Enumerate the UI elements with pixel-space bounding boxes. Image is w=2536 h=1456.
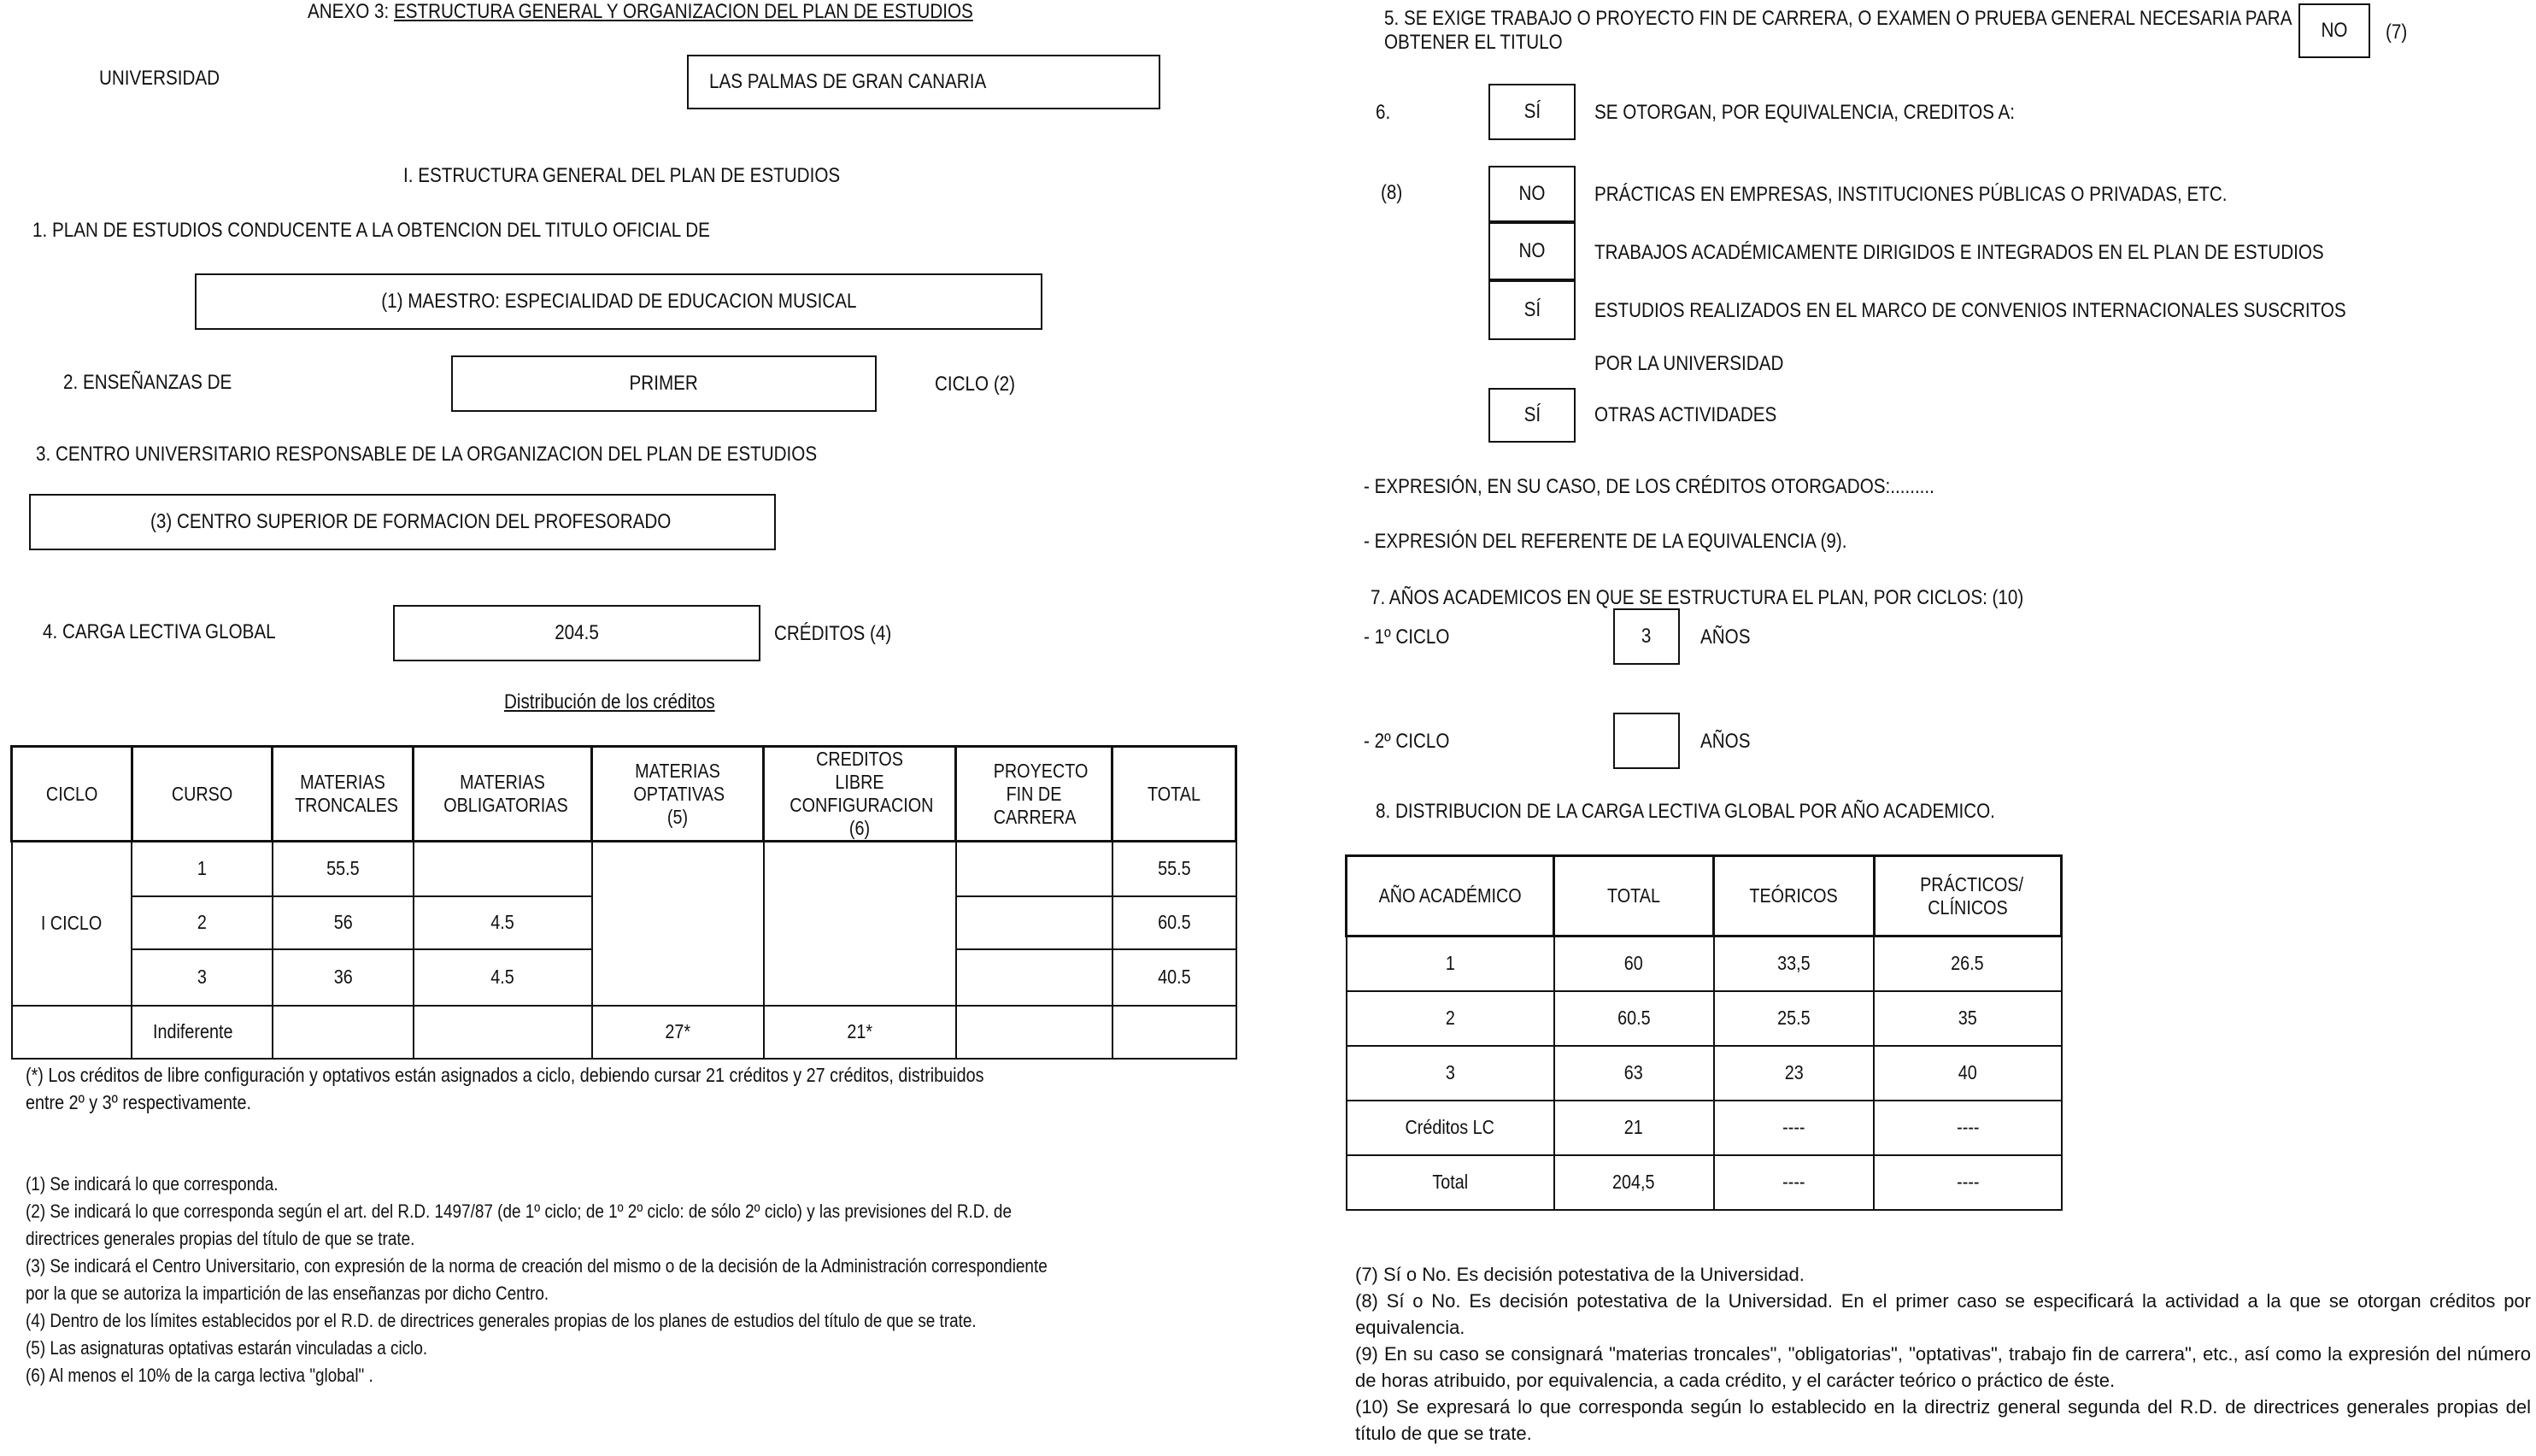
total-cell: 60 <box>1554 936 1714 991</box>
centro-value: (3) CENTRO SUPERIOR DE FORMACION DEL PROFESORADO <box>150 510 672 533</box>
footnote-6: (6) Al menos el 10% de la carga lectiva "global" . <box>26 1365 373 1386</box>
credits-table <box>10 745 1237 1060</box>
footnote-2-cont: directrices generales propias del título de que se trate. <box>26 1228 415 1249</box>
teoricos-cell: 33,5 <box>1714 936 1874 991</box>
teoricos-cell: 23 <box>1714 1046 1874 1101</box>
universidad-value: LAS PALMAS DE GRAN CANARIA <box>709 70 987 93</box>
item5-line1: 5. SE EXIGE TRABAJO O PROYECTO FIN DE CARRERA, O EXAMEN O PRUEBA GENERAL NECESARIA PARA <box>1384 7 2292 30</box>
item4-label: 4. CARGA LECTIVA GLOBAL <box>43 620 276 643</box>
annex-heading <box>308 0 973 24</box>
header-ano: AÑO ACADÉMICO <box>1347 856 1554 936</box>
header-ciclo: CICLO <box>12 747 132 842</box>
obligatorias-cell: 4.5 <box>414 949 592 1006</box>
total-cell: 21 <box>1554 1101 1714 1155</box>
libre-cell: 21* <box>764 1006 956 1059</box>
titulo-value: (1) MAESTRO: ESPECIALIDAD DE EDUCACION MUSICAL <box>380 290 857 313</box>
ensenanzas-value: PRIMER <box>629 372 699 395</box>
equiv-text-convenios-cont: POR LA UNIVERSIDAD <box>1594 352 1784 375</box>
item2-label: 2. ENSEÑANZAS DE <box>63 371 232 394</box>
total-cell: 60.5 <box>1112 896 1236 949</box>
header-practicos: PRÁCTICOS/ CLÍNICOS <box>1874 856 2061 936</box>
item4-suffix: CRÉDITOS (4) <box>774 622 892 645</box>
header-proyecto: PROYECTO FIN DE CARRERA <box>956 747 1112 842</box>
header-libre: CREDITOS LIBRE CONFIGURACION (6) <box>764 747 956 842</box>
item5-note: (7) <box>2386 21 2408 44</box>
footnote-3: (3) Se indicará el Centro Universitario, con expresión de la norma de creación del mismo o de la decisión de la Administración correspondiente <box>26 1255 1048 1277</box>
ano-cell: 2 <box>1347 991 1554 1046</box>
ciclo-cell <box>12 1006 132 1059</box>
total-cell: 63 <box>1554 1046 1714 1101</box>
annex-prefix: ANEXO 3: <box>308 0 390 23</box>
obligatorias-cell <box>414 1006 592 1059</box>
header-optativas: MATERIAS OPTATIVAS (5) <box>592 747 764 842</box>
ciclo1-value: 3 <box>1641 625 1652 648</box>
equiv-text-otras: OTRAS ACTIVIDADES <box>1594 403 1777 426</box>
equiv-text-practicas: PRÁCTICAS EN EMPRESAS, INSTITUCIONES PÚBLICAS O PRIVADAS, ETC. <box>1594 183 2228 206</box>
item5-value: NO <box>2321 19 2348 42</box>
ciclo2-field <box>1613 713 1680 769</box>
item2-suffix: CICLO (2) <box>935 373 1016 396</box>
item6-note: (8) <box>1381 181 1403 204</box>
item8-label: 8. DISTRIBUCION DE LA CARGA LECTIVA GLOBAL POR AÑO ACADEMICO. <box>1376 800 1995 823</box>
right-footnotes <box>1355 1261 2531 1447</box>
obligatorias-cell: 4.5 <box>414 896 592 949</box>
ciclo-cell: I CICLO <box>12 842 132 1006</box>
troncales-cell <box>273 1006 414 1059</box>
universidad-label: UNIVERSIDAD <box>99 67 220 90</box>
troncales-cell: 36 <box>273 949 414 1006</box>
teoricos-cell: 25.5 <box>1714 991 1874 1046</box>
header-curso: CURSO <box>132 747 273 842</box>
item6-text: SE OTORGAN, POR EQUIVALENCIA, CREDITOS A: <box>1594 101 2016 124</box>
titulo-field <box>195 273 1042 330</box>
practicos-cell: 40 <box>1874 1046 2061 1101</box>
ciclo1-anos: AÑOS <box>1700 625 1751 649</box>
carga-field <box>393 605 760 661</box>
item6-label: 6. <box>1376 101 1391 124</box>
footnote-3-cont: por la que se autoriza la impartición de las enseñanzas por dicho Centro. <box>26 1283 549 1304</box>
ciclo1-label: - 1º CICLO <box>1364 625 1450 649</box>
header-total: TOTAL <box>1112 747 1236 842</box>
header-obligatorias: MATERIAS OBLIGATORIAS <box>414 747 592 842</box>
footnote-8: (8) Sí o No. Es decisión potestativa de la Universidad. En el primer caso se especificará la actividad a la que se otorgan créditos por equivalencia. <box>1355 1290 2531 1338</box>
distribution-title: Distribución de los créditos <box>504 690 715 713</box>
total-cell: 204,5 <box>1554 1155 1714 1210</box>
curso-cell: 2 <box>132 896 273 949</box>
item5-field <box>2298 3 2370 58</box>
item3-label: 3. CENTRO UNIVERSITARIO RESPONSABLE DE LA ORGANIZACION DEL PLAN DE ESTUDIOS <box>36 443 818 466</box>
universidad-field <box>687 55 1160 109</box>
obligatorias-cell <box>414 842 592 896</box>
expr-creditos: - EXPRESIÓN, EN SU CASO, DE LOS CRÉDITOS OTORGADOS:......... <box>1364 475 1934 498</box>
header-teoricos: TEÓRICOS <box>1714 856 1874 936</box>
ciclo1-field <box>1613 608 1680 665</box>
practicos-cell: ---- <box>1874 1155 2061 1210</box>
teoricos-cell: ---- <box>1714 1155 1874 1210</box>
footnote-4: (4) Dentro de los límites establecidos por el R.D. de directrices generales propias de los planes de estudios del título de que se trate. <box>26 1310 977 1331</box>
footnote-9: (9) En su caso se consignará "materias troncales", "obligatorias", "optativas", trabajo fin de carrera", etc., así como la expresión del número de horas atribuido, por equivalencia, a cada crédito, y el carácter teórico o práctico de éste. <box>1355 1343 2531 1391</box>
proyecto-cell <box>956 842 1112 896</box>
item6-value: SÍ <box>1523 100 1541 123</box>
centro-field <box>29 494 776 550</box>
practicos-cell: 35 <box>1874 991 2061 1046</box>
curso-cell: 3 <box>132 949 273 1006</box>
ensenanzas-field <box>451 355 877 412</box>
curso-cell: 1 <box>132 842 273 896</box>
proyecto-cell <box>956 949 1112 1006</box>
table-note-line1: (*) Los créditos de libre configuración y optativos están asignados a ciclo, debiendo cursar 21 créditos y 27 créditos, distribuidos <box>26 1064 984 1086</box>
libre-cell <box>764 842 956 1006</box>
carga-table <box>1345 854 2063 1211</box>
ano-cell: 1 <box>1347 936 1554 991</box>
item5-line2: OBTENER EL TITULO <box>1384 31 1563 54</box>
ciclo2-label: - 2º CICLO <box>1364 730 1450 753</box>
equiv-text-trabajos: TRABAJOS ACADÉMICAMENTE DIRIGIDOS E INTEGRADOS EN EL PLAN DE ESTUDIOS <box>1594 241 2324 264</box>
optativas-cell <box>592 842 764 1006</box>
header-total: TOTAL <box>1554 856 1714 936</box>
item1-label: 1. PLAN DE ESTUDIOS CONDUCENTE A LA OBTENCION DEL TITULO OFICIAL DE <box>32 219 710 242</box>
proyecto-cell <box>956 1006 1112 1059</box>
total-cell: 40.5 <box>1112 949 1236 1006</box>
item7-label: 7. AÑOS ACADEMICOS EN QUE SE ESTRUCTURA EL PLAN, POR CICLOS: (10) <box>1371 586 2024 609</box>
expr-referente: - EXPRESIÓN DEL REFERENTE DE LA EQUIVALENCIA (9). <box>1364 530 1847 553</box>
practicos-cell: ---- <box>1874 1101 2061 1155</box>
footnote-7: (7) Sí o No. Es decisión potestativa de la Universidad. <box>1355 1264 1805 1285</box>
ciclo2-anos: AÑOS <box>1700 730 1751 753</box>
footnote-1: (1) Se indicará lo que corresponda. <box>26 1173 279 1195</box>
annex-title: ESTRUCTURA GENERAL Y ORGANIZACION DEL PLAN DE ESTUDIOS <box>393 0 973 23</box>
total-cell <box>1112 1006 1236 1059</box>
footnote-5: (5) Las asignaturas optativas estarán vinculadas a ciclo. <box>26 1337 428 1359</box>
teoricos-cell: ---- <box>1714 1101 1874 1155</box>
footnote-2: (2) Se indicará lo que corresponda según el art. del R.D. 1497/87 (de 1º ciclo; de 1º 2º ciclo: de sólo 2º ciclo) y las previsiones del R.D. de <box>26 1201 1012 1222</box>
table-note-line2: entre 2º y 3º respectivamente. <box>26 1091 252 1113</box>
section-title: I. ESTRUCTURA GENERAL DEL PLAN DE ESTUDIOS <box>403 164 841 187</box>
item6-field <box>1488 84 1576 140</box>
footnote-10: (10) Se expresará lo que corresponda según lo establecido en la directriz general segunda del R.D. de directrices generales propias del título de que se trate. <box>1355 1396 2531 1444</box>
equiv-field-otras: SÍ <box>1488 388 1576 443</box>
equiv-field-practicas: NO <box>1488 166 1576 222</box>
optativas-cell: 27* <box>592 1006 764 1059</box>
ano-cell: 3 <box>1347 1046 1554 1101</box>
ano-cell: Créditos LC <box>1347 1101 1554 1155</box>
carga-value: 204.5 <box>555 621 599 644</box>
curso-cell: Indiferente <box>132 1006 273 1059</box>
total-cell: 60.5 <box>1554 991 1714 1046</box>
troncales-cell: 55.5 <box>273 842 414 896</box>
equiv-field-trabajos: NO <box>1488 222 1576 280</box>
header-troncales: MATERIAS TRONCALES <box>273 747 414 842</box>
equiv-field-convenios: SÍ <box>1488 280 1576 340</box>
equiv-text-convenios: ESTUDIOS REALIZADOS EN EL MARCO DE CONVENIOS INTERNACIONALES SUSCRITOS <box>1594 299 2346 322</box>
troncales-cell: 56 <box>273 896 414 949</box>
practicos-cell: 26.5 <box>1874 936 2061 991</box>
total-cell: 55.5 <box>1112 842 1236 896</box>
proyecto-cell <box>956 896 1112 949</box>
ano-cell: Total <box>1347 1155 1554 1210</box>
